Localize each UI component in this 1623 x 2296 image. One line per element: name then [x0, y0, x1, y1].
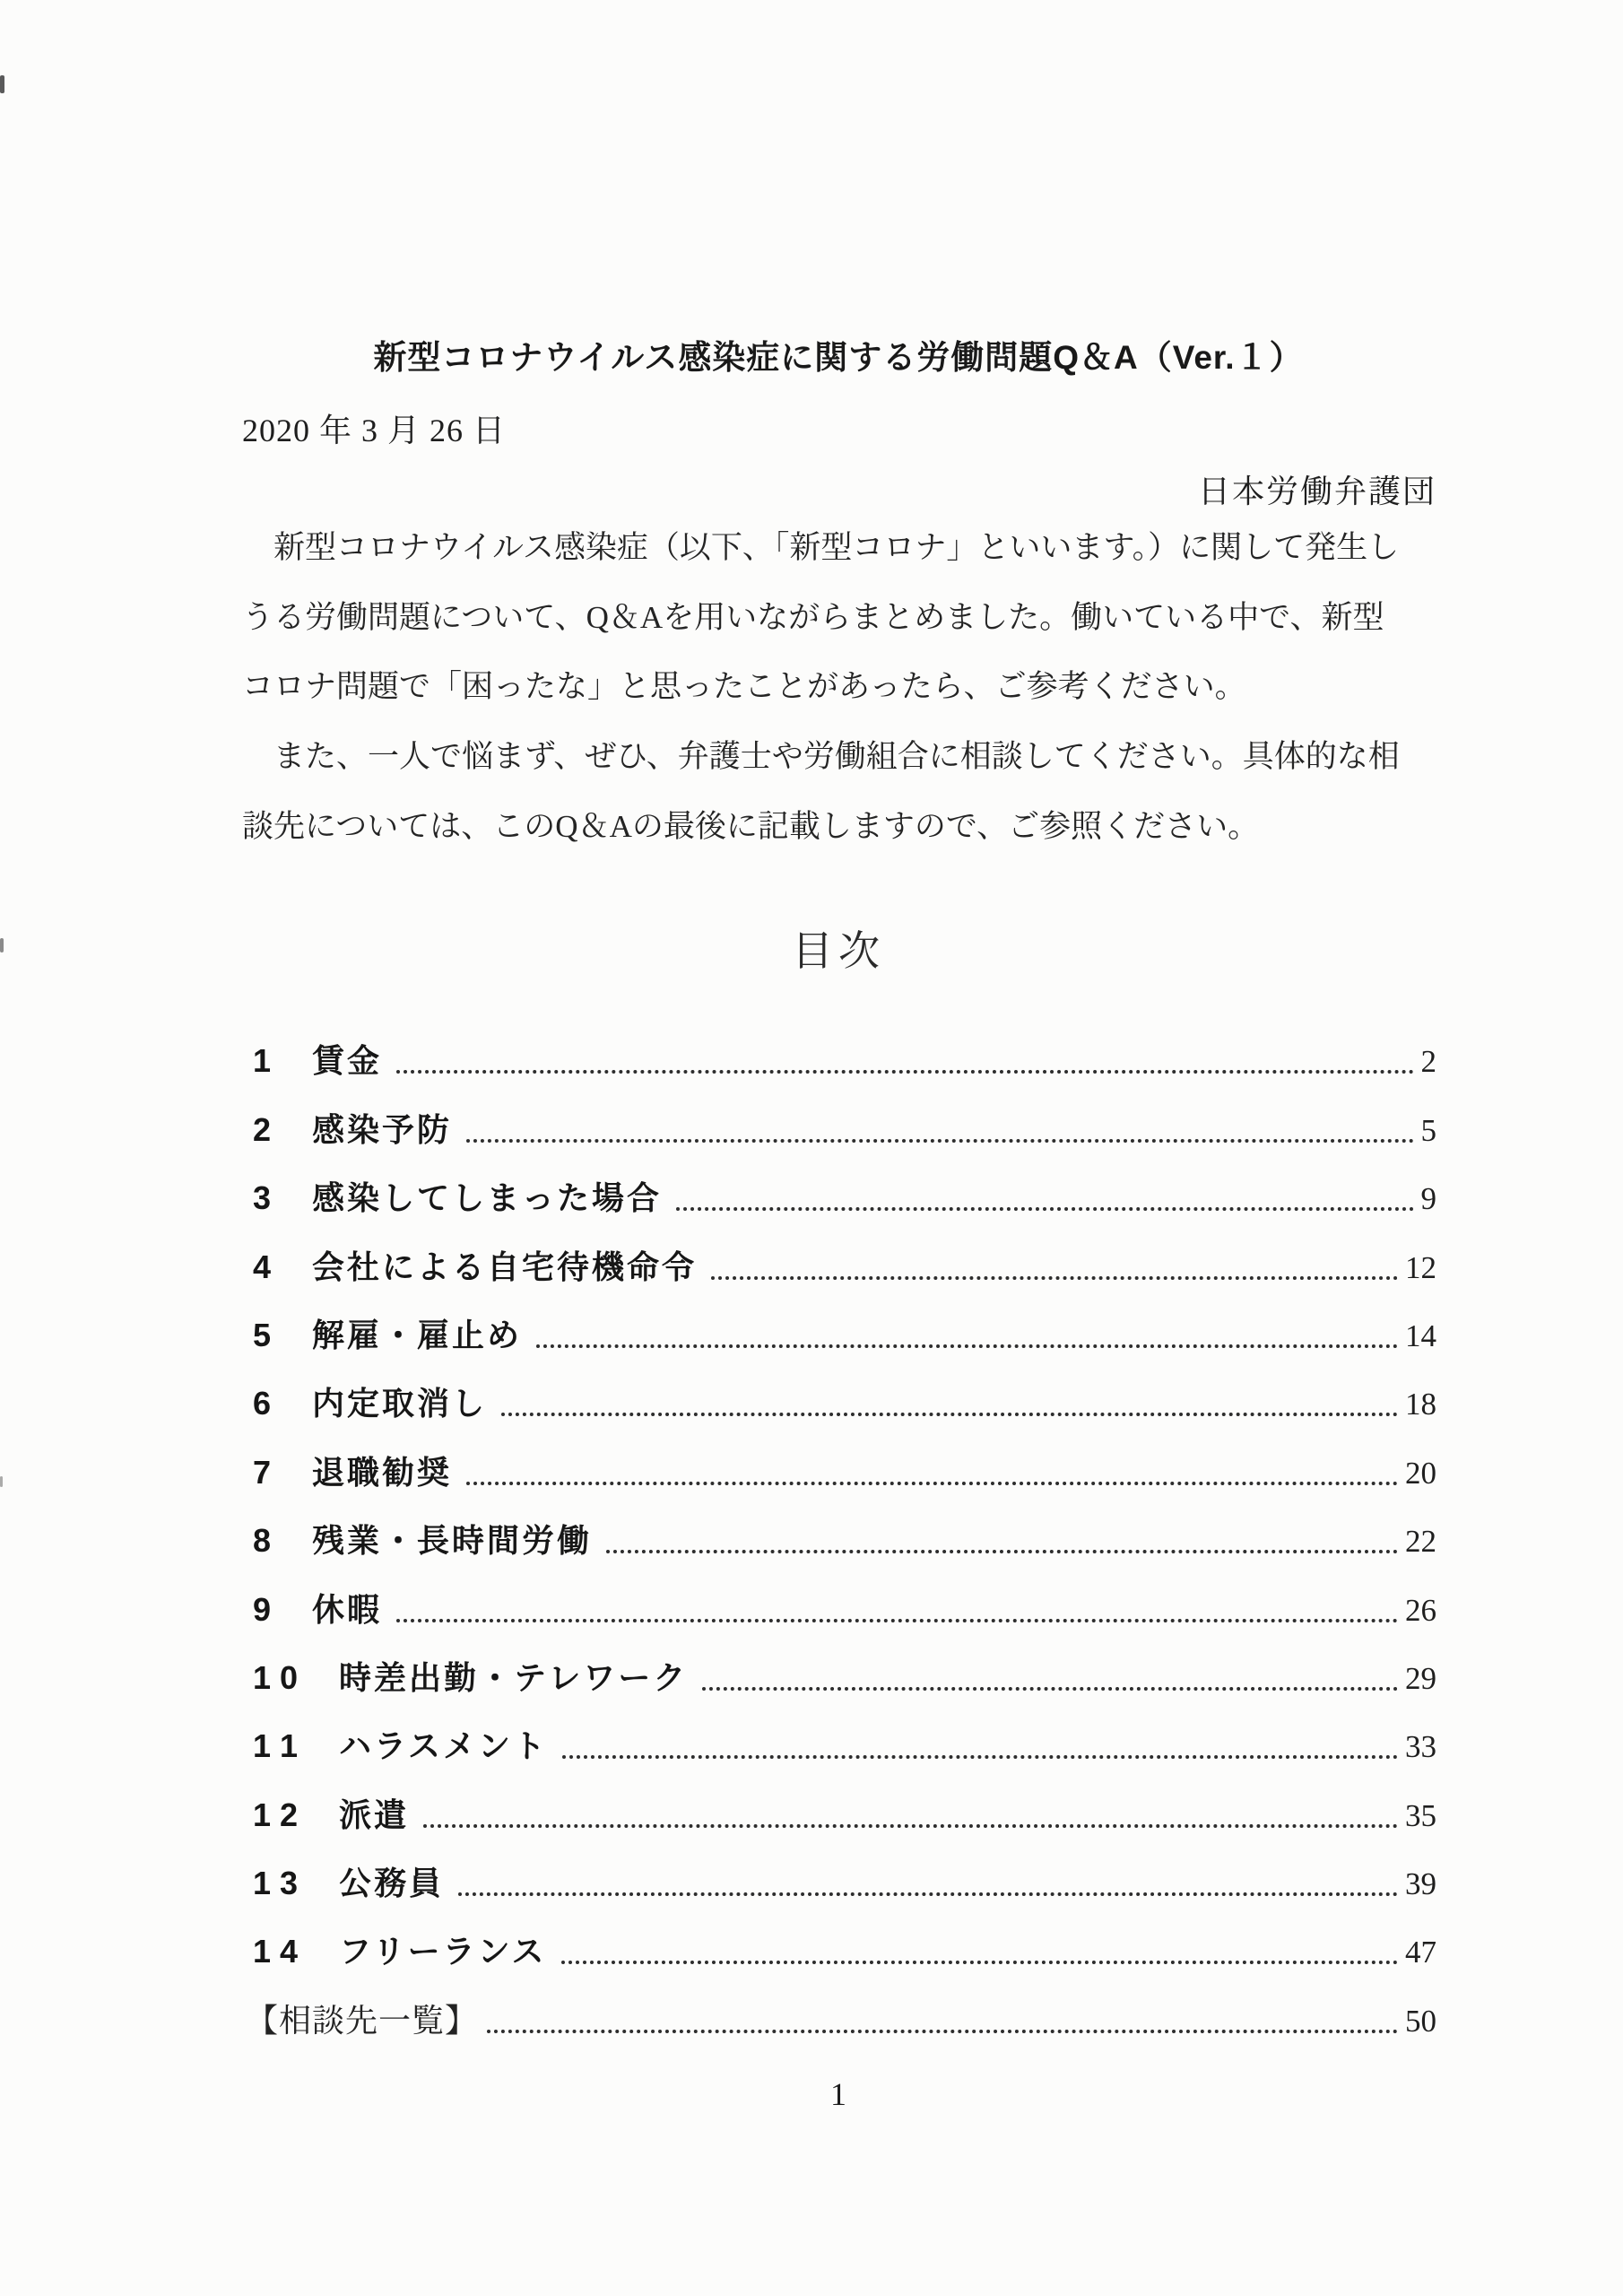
- dotted-leader: [536, 1344, 1398, 1348]
- toc-entry-sodansaki-ichiran: [242, 1981, 1436, 2049]
- dotted-leader: [606, 1550, 1398, 1553]
- dotted-leader: [487, 2030, 1398, 2033]
- toc-entry-page: 35: [1405, 1797, 1436, 1833]
- toc-entry-label: 退職勧奨: [312, 1453, 453, 1491]
- document-date: 2020 年 3 月 26 日: [242, 413, 507, 448]
- toc-entry-label: 解雇・雇止め: [312, 1316, 523, 1353]
- toc-entry-label: 残業・長時間労働: [312, 1522, 593, 1560]
- toc-entry-haken: [242, 1776, 1436, 1844]
- toc-entry-label: 感染してしまった場合: [312, 1179, 663, 1217]
- toc-entry-label: 賃金: [312, 1042, 383, 1080]
- toc-entry-page: 39: [1405, 1866, 1436, 1902]
- toc-entry-label: フリーランス: [339, 1933, 547, 1970]
- toc-entry-page: 2: [1420, 1044, 1436, 1080]
- toc-entry-number: 1 4: [253, 1933, 299, 1970]
- toc-entry-label: 【相談先一覧】: [246, 2002, 479, 2039]
- dotted-leader: [711, 1276, 1398, 1280]
- toc-entry-number: 1 0: [253, 1658, 299, 1696]
- toc-entry-label: 感染予防: [312, 1110, 453, 1148]
- toc-entry-page: 18: [1405, 1387, 1436, 1422]
- toc-entry-number: 4: [253, 1248, 272, 1285]
- toc-entry-number: 9: [253, 1590, 272, 1628]
- toc-entry-number: 3: [253, 1179, 272, 1217]
- dotted-leader: [396, 1070, 1413, 1074]
- toc-entry-page: 14: [1405, 1318, 1436, 1353]
- toc-entry-label: 内定取消し: [312, 1385, 488, 1422]
- toc-entry-komuin: [242, 1845, 1436, 1913]
- document-author: 日本労働弁護団: [1197, 474, 1436, 509]
- dotted-leader: [561, 1961, 1398, 1964]
- dotted-leader: [423, 1824, 1398, 1828]
- toc-entry-page: 9: [1420, 1181, 1436, 1217]
- toc-entry-number: 1 1: [253, 1727, 299, 1765]
- document-title: 新型コロナウイルス感染症に関する労働問題Q＆A（Ver.１）: [373, 339, 1304, 376]
- table-of-contents: [242, 1022, 1436, 2050]
- toc-entry-number: 2: [253, 1110, 272, 1148]
- scan-artifact: [0, 938, 4, 952]
- dotted-leader: [676, 1207, 1413, 1211]
- toc-entry-page: 50: [1405, 2003, 1436, 2039]
- toc-entry-kansen-yobo: [242, 1091, 1436, 1159]
- toc-entry-telework: [242, 1639, 1436, 1708]
- toc-entry-kyuka: [242, 1570, 1436, 1639]
- toc-heading: 目次: [792, 928, 885, 974]
- intro-line: 新型コロナウイルス感染症（以下、「新型コロナ」といいます。）に関して発生し: [242, 530, 1400, 565]
- toc-entry-label: 派遣: [339, 1796, 410, 1833]
- toc-entry-kaiko: [242, 1297, 1436, 1365]
- intro-line: うる労働問題について、Q＆Aを用いながらまとめました。働いている中で、新型: [242, 599, 1384, 635]
- intro-paragraphs: [242, 513, 1444, 862]
- toc-entry-naitei: [242, 1365, 1436, 1433]
- toc-entry-kansen-baai: [242, 1160, 1436, 1228]
- toc-entry-zangyo: [242, 1502, 1436, 1570]
- toc-entry-page: 26: [1405, 1592, 1436, 1628]
- toc-entry-number: 7: [253, 1453, 272, 1491]
- toc-entry-label: 休暇: [312, 1590, 383, 1628]
- toc-entry-page: 29: [1405, 1660, 1436, 1696]
- toc-entry-number: 1: [253, 1042, 272, 1080]
- dotted-leader: [396, 1619, 1398, 1622]
- toc-entry-page: 33: [1405, 1729, 1436, 1765]
- toc-entry-page: 47: [1405, 1935, 1436, 1970]
- toc-entry-page: 22: [1405, 1524, 1436, 1560]
- toc-entry-page: 12: [1405, 1249, 1436, 1285]
- dotted-leader: [562, 1755, 1398, 1759]
- scan-artifact: [0, 75, 4, 93]
- dotted-leader: [702, 1687, 1398, 1691]
- dotted-leader: [466, 1482, 1398, 1485]
- toc-entry-number: 6: [253, 1385, 272, 1422]
- toc-entry-chingin: [242, 1022, 1436, 1091]
- toc-entry-number: 8: [253, 1522, 272, 1560]
- toc-entry-label: 会社による自宅待機命令: [312, 1248, 698, 1285]
- toc-entry-number: 5: [253, 1316, 272, 1353]
- toc-entry-number: 1 2: [253, 1796, 299, 1833]
- dotted-leader: [458, 1892, 1398, 1896]
- toc-entry-page: 5: [1420, 1112, 1436, 1148]
- toc-entry-label: 公務員: [339, 1865, 445, 1902]
- scan-artifact: [0, 1476, 3, 1487]
- dotted-leader: [501, 1413, 1398, 1416]
- footer-page-number: 1: [830, 2076, 846, 2112]
- toc-entry-taishoku: [242, 1433, 1436, 1501]
- toc-entry-freelance: [242, 1913, 1436, 1981]
- toc-entry-number: 1 3: [253, 1865, 299, 1902]
- intro-line: また、一人で悩まず、ぜひ、弁護士や労働組合に相談してください。具体的な相: [242, 739, 1400, 775]
- toc-entry-label: ハラスメント: [339, 1727, 548, 1765]
- dotted-leader: [466, 1139, 1413, 1143]
- intro-line: コロナ問題で「困ったな」と思ったことがあったら、ご参考ください。: [242, 669, 1246, 705]
- toc-entry-page: 20: [1405, 1455, 1436, 1491]
- intro-line: 談先については、このQ＆Aの最後に記載しますので、ご参照ください。: [242, 808, 1260, 844]
- toc-entry-jitaku-taiki: [242, 1228, 1436, 1296]
- toc-entry-label: 時差出勤・テレワーク: [339, 1658, 689, 1696]
- toc-entry-harassment: [242, 1708, 1436, 1776]
